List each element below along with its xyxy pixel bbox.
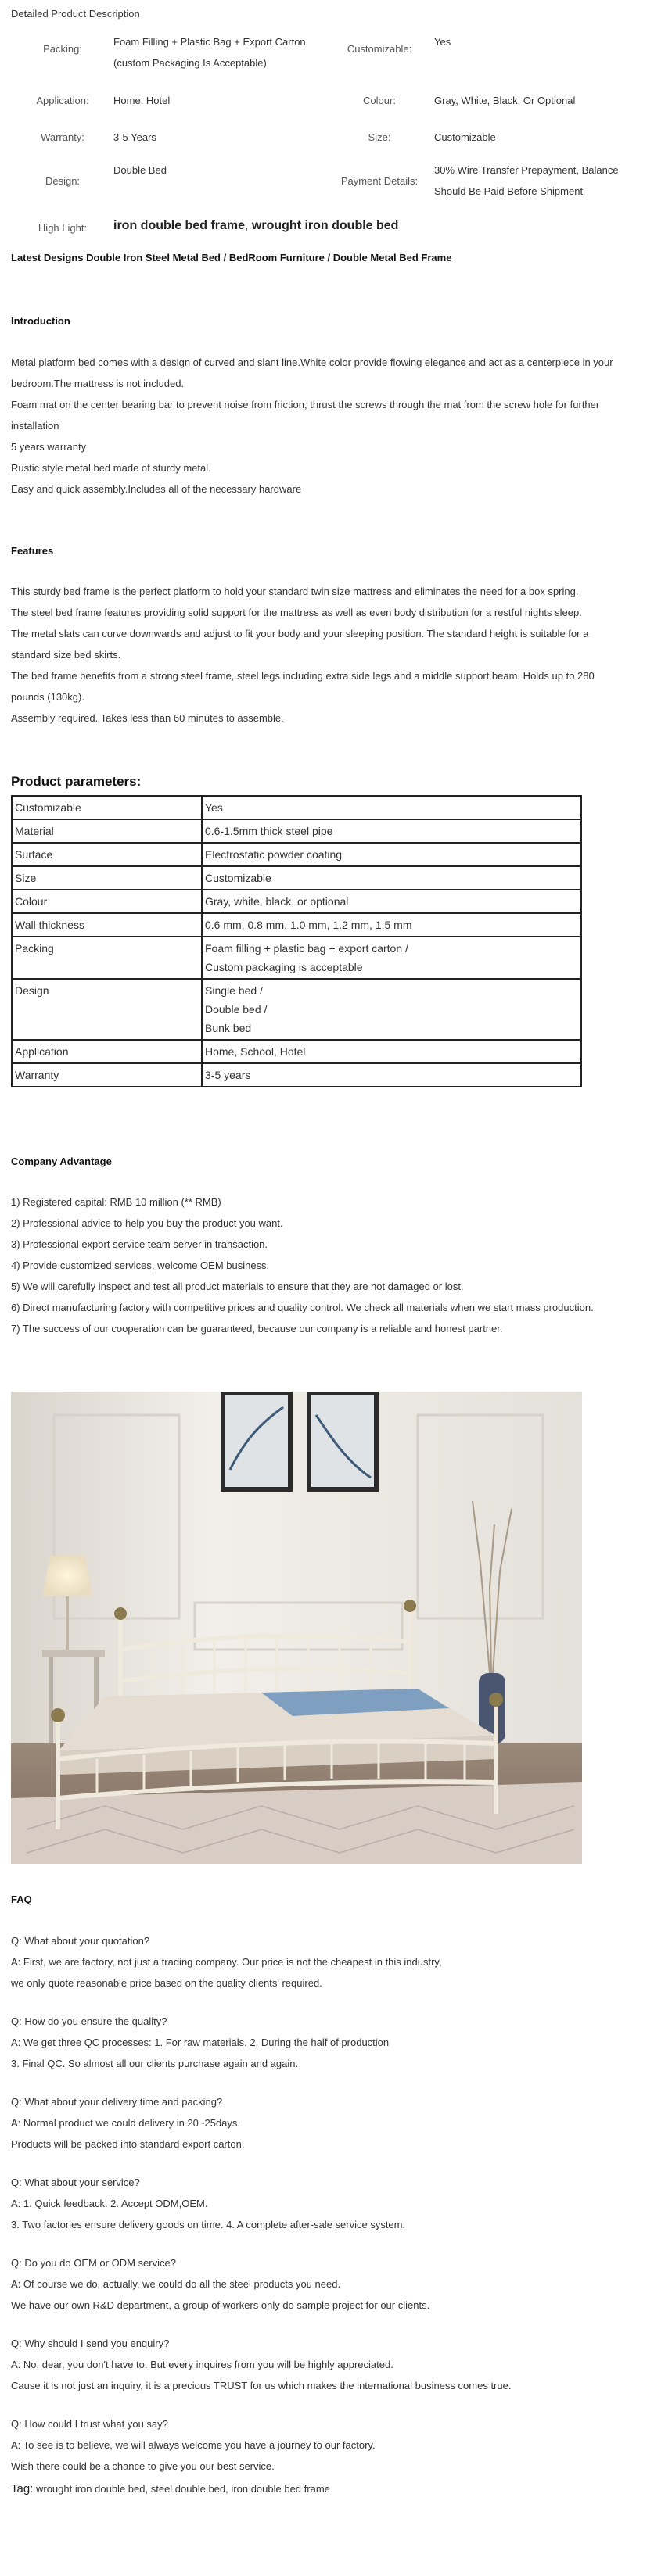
spec-label-application: Application:	[36, 95, 89, 106]
spec-label-size: Size:	[368, 131, 391, 143]
advantage-line: 5) We will carefully inspect and test all product materials to ensure that they are not damaged or lost.	[11, 1281, 464, 1292]
faq-answer: A: Normal product we could delivery in 20~25days.	[11, 2117, 241, 2129]
param-value: Foam filling + plastic bag + export carton / Custom packaging is acceptable	[202, 937, 581, 979]
faq-item	[11, 2413, 645, 2477]
param-key: Customizable	[12, 796, 202, 819]
introduction-line: 5 years warranty	[11, 441, 87, 453]
advantage-line: 6) Direct manufacturing factory with competitive prices and quality control. We check all materials when we start mass production.	[11, 1302, 594, 1313]
spec-value-size: Customizable	[434, 131, 496, 143]
high-light-values	[113, 219, 398, 233]
faq-answer: We have our own R&D department, a group of workers only do sample project for our clients.	[11, 2299, 430, 2311]
features-line: standard size bed skirts.	[11, 649, 121, 661]
param-key: Application	[12, 1040, 202, 1063]
table-row	[12, 1040, 581, 1063]
param-value: 0.6-1.5mm thick steel pipe	[202, 819, 581, 843]
param-key: Material	[12, 819, 202, 843]
product-photo	[11, 1392, 582, 1864]
table-row	[12, 890, 581, 913]
spec-value-warranty: 3-5 Years	[113, 131, 156, 143]
tag-separator: ,	[145, 2483, 149, 2495]
faq-answer: we only quote reasonable price based on the quality clients' required.	[11, 1977, 322, 1989]
introduction-text	[11, 352, 645, 500]
features-text	[11, 581, 645, 729]
faq-item	[11, 2252, 645, 2316]
faq-title: FAQ	[11, 1893, 32, 1905]
faq-answer: A: First, we are factory, not just a trading company. Our price is not the cheapest in this industry,	[11, 1956, 442, 1968]
table-row	[12, 866, 581, 890]
param-value: Home, School, Hotel	[202, 1040, 581, 1063]
advantage-line: 7) The success of our cooperation can be guaranteed, because our company is a reliable and honest partner.	[11, 1323, 503, 1335]
param-value: Single bed / Double bed / Bunk bed	[202, 979, 581, 1040]
faq-item	[11, 2091, 645, 2155]
spec-value-payment-details: 30% Wire Transfer Prepayment, Balance Should Be Paid Before Shipment	[434, 164, 619, 197]
spec-value-packing: Foam Filling + Plastic Bag + Export Carton (custom Packaging Is Acceptable)	[113, 36, 306, 69]
table-row	[12, 796, 581, 819]
faq-question: Q: How do you ensure the quality?	[11, 2015, 167, 2027]
high-light-item: wrought iron double bed	[251, 219, 399, 232]
spec-label-payment-details: Payment Details:	[340, 175, 419, 187]
param-key: Wall thickness	[12, 913, 202, 937]
spec-label-customizable: Customizable:	[347, 43, 412, 55]
features-line: The steel bed frame features providing solid support for the mattress as well as even body distribution for a restful nights sleep.	[11, 607, 582, 618]
param-value: Yes	[202, 796, 581, 819]
advantage-line: 4) Provide customized services, welcome OEM business.	[11, 1259, 270, 1271]
product-parameters-table	[11, 795, 582, 1087]
faq-question: Q: Do you do OEM or ODM service?	[11, 2257, 176, 2269]
faq-item	[11, 2011, 645, 2074]
detail-heading: Detailed Product Description	[11, 8, 140, 20]
advantage-line: 3) Professional export service team server in transaction.	[11, 1238, 268, 1250]
param-key: Design	[12, 979, 202, 1040]
table-row	[12, 913, 581, 937]
product-parameters-title: Product parameters:	[11, 774, 142, 789]
faq-item	[11, 2333, 645, 2396]
param-value: Gray, white, black, or optional	[202, 890, 581, 913]
faq-answer: Products will be packed into standard export carton.	[11, 2138, 245, 2150]
table-row	[12, 937, 581, 979]
faq-answer: Cause it is not just an inquiry, it is a precious TRUST for us which makes the international business comes true.	[11, 2380, 512, 2391]
introduction-title: Introduction	[11, 315, 70, 327]
faq-answer: A: We get three QC processes: 1. For raw materials. 2. During the half of production	[11, 2037, 390, 2048]
introduction-line: Easy and quick assembly.Includes all of the necessary hardware	[11, 483, 302, 495]
param-value: Electrostatic powder coating	[202, 843, 581, 866]
spec-label-colour: Colour:	[363, 95, 396, 106]
features-line: The metal slats can curve downwards and adjust to fit your body and your sleeping position. The standard height is suitable for a	[11, 628, 589, 640]
features-title: Features	[11, 545, 54, 557]
tag-label: Tag:	[11, 2482, 34, 2495]
introduction-line: installation	[11, 420, 59, 432]
tag-link[interactable]: iron double bed frame	[231, 2483, 330, 2495]
features-line: The bed frame benefits from a strong steel frame, steel legs including extra side legs and a middle support beam. Holds up to 280	[11, 670, 595, 682]
tag-link[interactable]: wrought iron double bed	[35, 2483, 146, 2495]
param-value: 0.6 mm, 0.8 mm, 1.0 mm, 1.2 mm, 1.5 mm	[202, 913, 581, 937]
spec-value-design: Double Bed	[113, 164, 167, 176]
param-key: Warranty	[12, 1063, 202, 1087]
features-line: Assembly required. Takes less than 60 minutes to assemble.	[11, 712, 284, 724]
faq-item	[11, 1930, 645, 1994]
faq-question: Q: What about your quotation?	[11, 1935, 150, 1947]
faq-item	[11, 2172, 645, 2235]
param-value: Customizable	[202, 866, 581, 890]
spec-label-warranty: Warranty:	[41, 131, 84, 143]
param-key: Size	[12, 866, 202, 890]
param-key: Packing	[12, 937, 202, 979]
tag-list	[11, 2482, 330, 2495]
table-row	[12, 819, 581, 843]
introduction-line: Rustic style metal bed made of sturdy metal.	[11, 462, 211, 474]
table-row	[12, 979, 581, 1040]
param-key: Colour	[12, 890, 202, 913]
param-value: 3-5 years	[202, 1063, 581, 1087]
table-row	[12, 843, 581, 866]
features-line: pounds (130kg).	[11, 691, 84, 703]
introduction-line: bedroom.The mattress is not included.	[11, 378, 185, 389]
faq-answer: 3. Two factories ensure delivery goods on time. 4. A complete after-sale service system.	[11, 2219, 406, 2230]
faq-question: Q: How could I trust what you say?	[11, 2418, 168, 2430]
features-line: This sturdy bed frame is the perfect platform to hold your standard twin size mattress and eliminates the need for a box spring.	[11, 586, 579, 597]
faq-answer: A: Of course we do, actually, we could do all the steel products you need.	[11, 2278, 341, 2290]
spec-value-application: Home, Hotel	[113, 95, 171, 106]
spec-label-design: Design:	[45, 175, 81, 187]
table-row	[12, 1063, 581, 1087]
company-advantage-title: Company Advantage	[11, 1155, 112, 1167]
faq-answer: Wish there could be a chance to give you our best service.	[11, 2460, 275, 2472]
introduction-line: Foam mat on the center bearing bar to prevent noise from friction, thrust the screws through the mat from the screw hole for further	[11, 399, 600, 410]
high-light-item: iron double bed frame	[113, 219, 246, 232]
high-light-separator: ,	[245, 219, 249, 232]
param-key: Surface	[12, 843, 202, 866]
faq-answer: A: To see is to believe, we will always welcome you have a journey to our factory.	[11, 2439, 376, 2451]
faq-answer: A: No, dear, you don't have to. But every inquires from you will be highly appreciated.	[11, 2359, 393, 2370]
spec-label-packing: Packing:	[43, 43, 82, 55]
faq-question: Q: What about your service?	[11, 2177, 140, 2188]
faq-answer: A: 1. Quick feedback. 2. Accept ODM,OEM.	[11, 2198, 208, 2209]
product-subtitle: Latest Designs Double Iron Steel Metal Bed / BedRoom Furniture / Double Metal Bed Frame	[11, 252, 452, 263]
faq-answer: 3. Final QC. So almost all our clients purchase again and again.	[11, 2058, 299, 2069]
company-advantage-text	[11, 1191, 645, 1339]
tag-separator: ,	[225, 2483, 228, 2495]
introduction-line: Metal platform bed comes with a design of curved and slant line.White color provide flowing elegance and act as a centerpiece in your	[11, 356, 613, 368]
advantage-line: 2) Professional advice to help you buy the product you want.	[11, 1217, 283, 1229]
advantage-line: 1) Registered capital: RMB 10 million (** RMB)	[11, 1196, 221, 1208]
bed-photo-illustration	[11, 1392, 582, 1864]
spec-value-customizable: Yes	[434, 36, 451, 48]
faq-question: Q: Why should I send you enquiry?	[11, 2338, 170, 2349]
faq-question: Q: What about your delivery time and packing?	[11, 2096, 223, 2108]
spec-value-colour: Gray, White, Black, Or Optional	[434, 95, 576, 106]
tag-link[interactable]: steel double bed	[150, 2483, 226, 2495]
spec-label-high-light: High Light:	[38, 222, 88, 234]
